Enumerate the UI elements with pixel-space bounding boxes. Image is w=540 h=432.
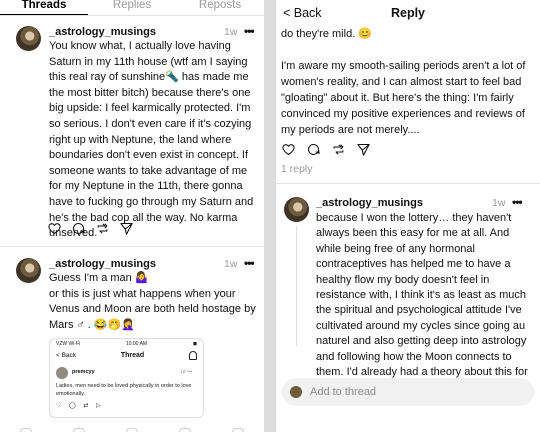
embed-title: Thread bbox=[120, 352, 145, 359]
profile-tabs bbox=[0, 0, 264, 14]
home-icon[interactable] bbox=[20, 428, 32, 432]
bottom-nav-bar-cut bbox=[0, 420, 264, 432]
thread-connector-line bbox=[296, 226, 297, 346]
reply-header bbox=[276, 0, 540, 28]
embed-nav-bar bbox=[56, 351, 197, 360]
search-icon[interactable] bbox=[73, 428, 85, 432]
tabs-divider bbox=[0, 15, 264, 16]
reply-time: 1w bbox=[492, 197, 506, 209]
page-title: Reply bbox=[390, 6, 426, 20]
comment-icon[interactable] bbox=[71, 221, 86, 236]
post-divider bbox=[0, 246, 264, 247]
parent-post-text-line: do they're mild. 😊 bbox=[281, 28, 372, 40]
comment-icon[interactable] bbox=[306, 142, 321, 157]
avatar[interactable] bbox=[284, 197, 309, 222]
avatar bbox=[290, 386, 302, 398]
repost-icon[interactable] bbox=[95, 221, 110, 236]
embed-bell-icon bbox=[189, 351, 197, 360]
embed-actions: ♡ ◯ ⇄ ▷ bbox=[56, 403, 104, 409]
embed-avatar bbox=[56, 367, 68, 379]
profile-icon[interactable] bbox=[232, 428, 244, 432]
attached-screenshot-image[interactable] bbox=[49, 338, 204, 418]
post-time: 1w bbox=[224, 26, 238, 38]
embed-post-time: 1d ••• bbox=[180, 369, 193, 375]
post-username[interactable]: _astrology_musings bbox=[49, 258, 156, 270]
reply-username[interactable]: _astrology_musings bbox=[316, 197, 423, 209]
tab-replies[interactable]: Replies bbox=[112, 0, 152, 11]
left-threads-screen bbox=[0, 0, 264, 432]
embed-battery-icon: ◼ bbox=[192, 341, 197, 347]
parent-post-actions bbox=[281, 142, 371, 157]
back-button[interactable]: < Back bbox=[283, 6, 322, 20]
avatar[interactable] bbox=[16, 26, 41, 51]
post-actions bbox=[47, 221, 134, 236]
tab-reposts[interactable]: Reposts bbox=[198, 0, 242, 11]
right-reply-screen bbox=[276, 0, 540, 432]
tab-threads[interactable]: Threads bbox=[21, 0, 67, 11]
embed-carrier: VZW Wi-Fi bbox=[56, 341, 81, 347]
share-send-icon[interactable] bbox=[356, 142, 371, 157]
embed-post-text: Ladies, men need to be loved physically in order to love emotionally. bbox=[56, 383, 192, 397]
more-options-button[interactable]: ••• bbox=[512, 195, 522, 209]
compose-icon[interactable] bbox=[126, 428, 138, 432]
like-heart-icon[interactable] bbox=[47, 221, 62, 236]
embed-back-label: < Back bbox=[56, 352, 77, 359]
activity-icon[interactable] bbox=[179, 428, 191, 432]
share-send-icon[interactable] bbox=[119, 221, 134, 236]
post-username[interactable]: _astrology_musings bbox=[49, 26, 156, 38]
post-divider bbox=[276, 183, 540, 184]
like-heart-icon[interactable] bbox=[281, 142, 296, 157]
more-options-button[interactable]: ••• bbox=[244, 24, 254, 38]
post-time: 1w bbox=[224, 258, 238, 270]
add-to-thread-input[interactable] bbox=[310, 384, 520, 400]
embed-status-bar bbox=[56, 341, 197, 347]
embed-clock: 10:00 AM bbox=[125, 341, 148, 347]
embed-username: premcyy bbox=[72, 369, 95, 375]
reply-count[interactable]: 1 reply bbox=[281, 163, 313, 175]
post-text: Guess I'm a man 🤷‍♀️ or this is just what happens when your Venus and Moon are both held hostage by Mars ♂ . 😂🤭🤦‍♀️ bbox=[49, 272, 256, 331]
repost-icon[interactable] bbox=[331, 142, 346, 157]
parent-post-text: I'm aware my smooth-sailing periods aren't a lot of women's reality, and I can almost start to feel bad "gloating" about it. But here's the thing: I'm fairly convinced my positive experiences and reviews of my periods are not merely.... bbox=[281, 60, 526, 136]
reply-text: because I won the lottery… they haven't always been this easy for me at all. And while being free of any hormonal contraceptives has helped me to have a healthy flow my body doesn't feel in resistance with, I think it's as least as much the spiritual and psychological attitude I've cultivated around my cycles since going au naturel and also getting deep into astrology and following how the Moon connects to them. I'd already had a theory about this for bbox=[316, 212, 528, 379]
avatar[interactable] bbox=[16, 258, 41, 283]
more-options-button[interactable]: ••• bbox=[244, 256, 254, 270]
post-text: You know what, I actually love having Saturn in my 11th house (wtf am I saying this real ray of sunshine🔦 has made me the most bitter bitch) because there's one big upside: I feel karmically protected. I'm so serious. I don't even care if it's cozying right up with Neptune, the land where boundaries don't even exist in concept. If someone wants to take advantage of me for my Neptune in the 11th, there gonna have to fucking go through my Saturn and he's the bad cop all the way. No karma unserved. bbox=[49, 40, 254, 240]
add-to-thread-bar[interactable] bbox=[282, 378, 534, 406]
